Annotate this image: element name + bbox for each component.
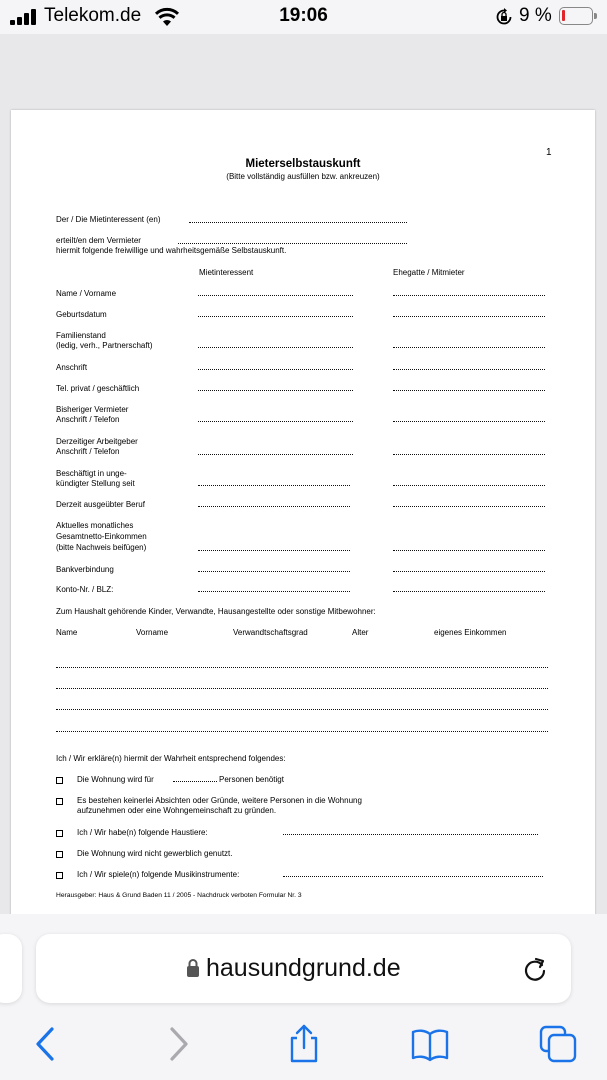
form-subtitle: (Bitte vollständig ausfüllen bzw. ankreuzen) [226, 172, 380, 181]
intro-applicant-label: Der / Die Mietinteressent (en) [56, 215, 161, 224]
field-line [393, 485, 545, 486]
field-label: Konto-Nr. / BLZ: [56, 585, 114, 594]
field-label: Derzeitiger Arbeitgeber [56, 437, 138, 446]
field-line [393, 571, 545, 572]
field-label: Bankverbindung [56, 565, 114, 574]
tabs-icon[interactable] [538, 1024, 578, 1064]
household-line [56, 688, 548, 689]
browser-toolbar [0, 914, 607, 1080]
household-col-income: eigenes Einkommen [434, 628, 507, 637]
bookmarks-icon[interactable] [410, 1024, 450, 1064]
applicant-line [189, 222, 407, 223]
column-header-spouse: Ehegatte / Mitmieter [393, 268, 465, 277]
previous-tab-preview[interactable] [0, 934, 22, 1003]
field-label: Anschrift [56, 363, 88, 372]
field-line [393, 591, 545, 592]
household-col-firstname: Vorname [136, 628, 169, 637]
field-line [393, 454, 545, 455]
field-line [198, 316, 353, 317]
forward-icon[interactable] [158, 1024, 198, 1064]
field-label: Tel. privat / geschäftlich [56, 384, 140, 393]
field-label: (bitte Nachweis beifügen) [56, 543, 147, 552]
carrier-name: Telekom.de [44, 5, 142, 26]
persons-line [173, 781, 217, 782]
lock-icon [186, 958, 200, 978]
field-line [393, 369, 545, 370]
household-title: Zum Haushalt gehörende Kinder, Verwandte, Hausangestellte oder sonstige Mitbewohner: [56, 607, 376, 616]
household-col-name: Name [56, 628, 78, 637]
instruments-line [283, 876, 543, 877]
orientation-lock-icon [494, 7, 514, 27]
check-instruments-label: Ich / Wir spiele(n) folgende Musikinstrumente: [77, 870, 240, 879]
intro-landlord-label: erteilt/en dem Vermieter [56, 236, 141, 245]
field-line [393, 390, 545, 391]
field-label: kündigter Stellung seit [56, 479, 135, 488]
field-line [198, 591, 350, 592]
form-footer: Herausgeber: Haus & Grund Baden 11 / 2005 - Nachdruck verboten Formular Nr. 3 [56, 892, 302, 899]
field-label: Bisheriger Vermieter [56, 405, 129, 414]
check-pets-label: Ich / Wir habe(n) folgende Haustiere: [77, 828, 208, 837]
field-label: Familienstand [56, 331, 106, 340]
field-label: Beschäftigt in unge- [56, 469, 127, 478]
checkbox[interactable] [56, 851, 63, 858]
back-icon[interactable] [26, 1024, 66, 1064]
field-label: Anschrift / Telefon [56, 415, 120, 424]
checkbox[interactable] [56, 872, 63, 879]
form-title: Mieterselbstauskunft [245, 158, 361, 170]
battery-percentage: 9 % [519, 5, 552, 26]
pets-line [283, 834, 538, 835]
checkbox[interactable] [56, 798, 63, 805]
check-non-commercial: Die Wohnung wird nicht gewerblich genutzt. [77, 849, 233, 858]
document-page [11, 110, 595, 936]
check-no-more-persons: Es bestehen keinerlei Absichten oder Gründe, weitere Personen in die Wohnung [77, 796, 362, 805]
address-bar[interactable] [36, 934, 571, 1003]
status-bar [0, 0, 607, 34]
field-line [198, 550, 350, 551]
household-line [56, 667, 548, 668]
household-line [56, 709, 548, 710]
field-line [198, 506, 350, 507]
field-line [198, 421, 353, 422]
landlord-line [178, 243, 407, 244]
household-line [56, 731, 548, 732]
check-persons-label: Die Wohnung wird für [77, 775, 154, 784]
field-line [393, 550, 545, 551]
url-text[interactable]: hausundgrund.de [206, 954, 401, 982]
field-line [198, 454, 353, 455]
share-icon[interactable] [284, 1024, 324, 1064]
checkbox[interactable] [56, 777, 63, 784]
field-line [198, 485, 350, 486]
field-line [393, 347, 545, 348]
field-line [198, 295, 353, 296]
field-line [393, 316, 545, 317]
battery-icon [559, 7, 593, 25]
field-line [393, 295, 545, 296]
check-no-more-persons-cont: aufzunehmen oder eine Wohngemeinschaft zu gründen. [77, 806, 277, 815]
field-line [198, 571, 350, 572]
field-label: (ledig, verh., Partnerschaft) [56, 341, 153, 350]
check-persons-suffix: Personen benötigt [219, 775, 284, 784]
page-number: 1 [546, 147, 552, 158]
field-label: Geburtsdatum [56, 310, 107, 319]
field-label: Gesamtnetto-Einkommen [56, 532, 147, 541]
field-label: Name / Vorname [56, 289, 117, 298]
field-line [393, 506, 545, 507]
household-col-age: Alter [352, 628, 369, 637]
field-label: Derzeit ausgeübter Beruf [56, 500, 145, 509]
intro-statement: hiermit folgende freiwillige und wahrheitsgemäße Selbstauskunft. [56, 246, 287, 255]
field-label: Anschrift / Telefon [56, 447, 120, 456]
document-viewer[interactable] [0, 34, 607, 914]
clock: 19:06 [279, 5, 328, 26]
household-col-relation: Verwandtschaftsgrad [233, 628, 308, 637]
declaration-text: Ich / Wir erkläre(n) hiermit der Wahrheit entsprechend folgendes: [56, 754, 286, 763]
field-line [198, 347, 353, 348]
field-line [393, 421, 545, 422]
field-label: Aktuelles monatliches [56, 521, 134, 530]
field-line [198, 369, 353, 370]
field-line [198, 390, 353, 391]
reload-icon[interactable] [522, 955, 548, 983]
checkbox[interactable] [56, 830, 63, 837]
column-header-applicant: Mietinteressent [199, 268, 254, 277]
